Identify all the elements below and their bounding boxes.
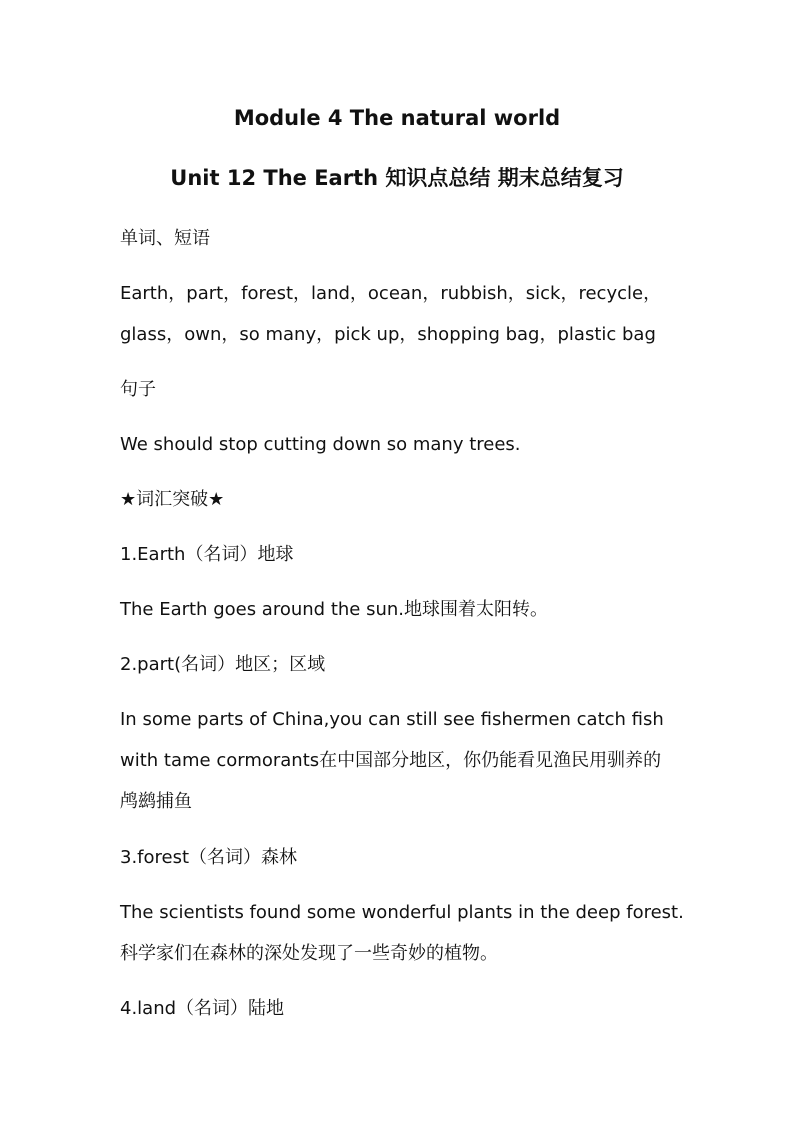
entry-term: 4.land（名词）陆地 bbox=[120, 998, 285, 1019]
entry-example: with tame cormorants在中国部分地区，你仍能看见渔民用驯养的 bbox=[120, 750, 662, 771]
entry-example: The Earth goes around the sun.地球围着太阳转。 bbox=[120, 599, 548, 620]
words-line: Earth，part，forest，land，ocean，rubbish，sick，recycle， bbox=[120, 283, 662, 304]
words-line: glass，own，so many，pick up，shopping bag，plastic bag bbox=[120, 324, 656, 345]
entry-example: 科学家们在森林的深处发现了一些奇妙的植物。 bbox=[120, 943, 498, 964]
vocab-heading: ★词汇突破★ bbox=[120, 489, 225, 510]
entry-example: 鸬鹚捕鱼 bbox=[120, 791, 192, 812]
entry-example: In some parts of China,you can still see fishermen catch fish bbox=[120, 709, 664, 730]
document-title: Module 4 The natural world bbox=[233, 106, 561, 130]
words-heading: 单词、短语 bbox=[120, 228, 210, 249]
entry-term: 2.part(名词）地区；区域 bbox=[120, 654, 326, 675]
entry-term: 3.forest（名词）森林 bbox=[120, 847, 298, 868]
sentence-text: We should stop cutting down so many trees. bbox=[120, 434, 521, 455]
entry-term: 1.Earth（名词）地球 bbox=[120, 544, 294, 565]
sentences-heading: 句子 bbox=[120, 379, 156, 400]
document-subtitle: Unit 12 The Earth 知识点总结 期末总结复习 bbox=[170, 166, 624, 190]
entry-example: The scientists found some wonderful plants in the deep forest. bbox=[120, 902, 684, 923]
